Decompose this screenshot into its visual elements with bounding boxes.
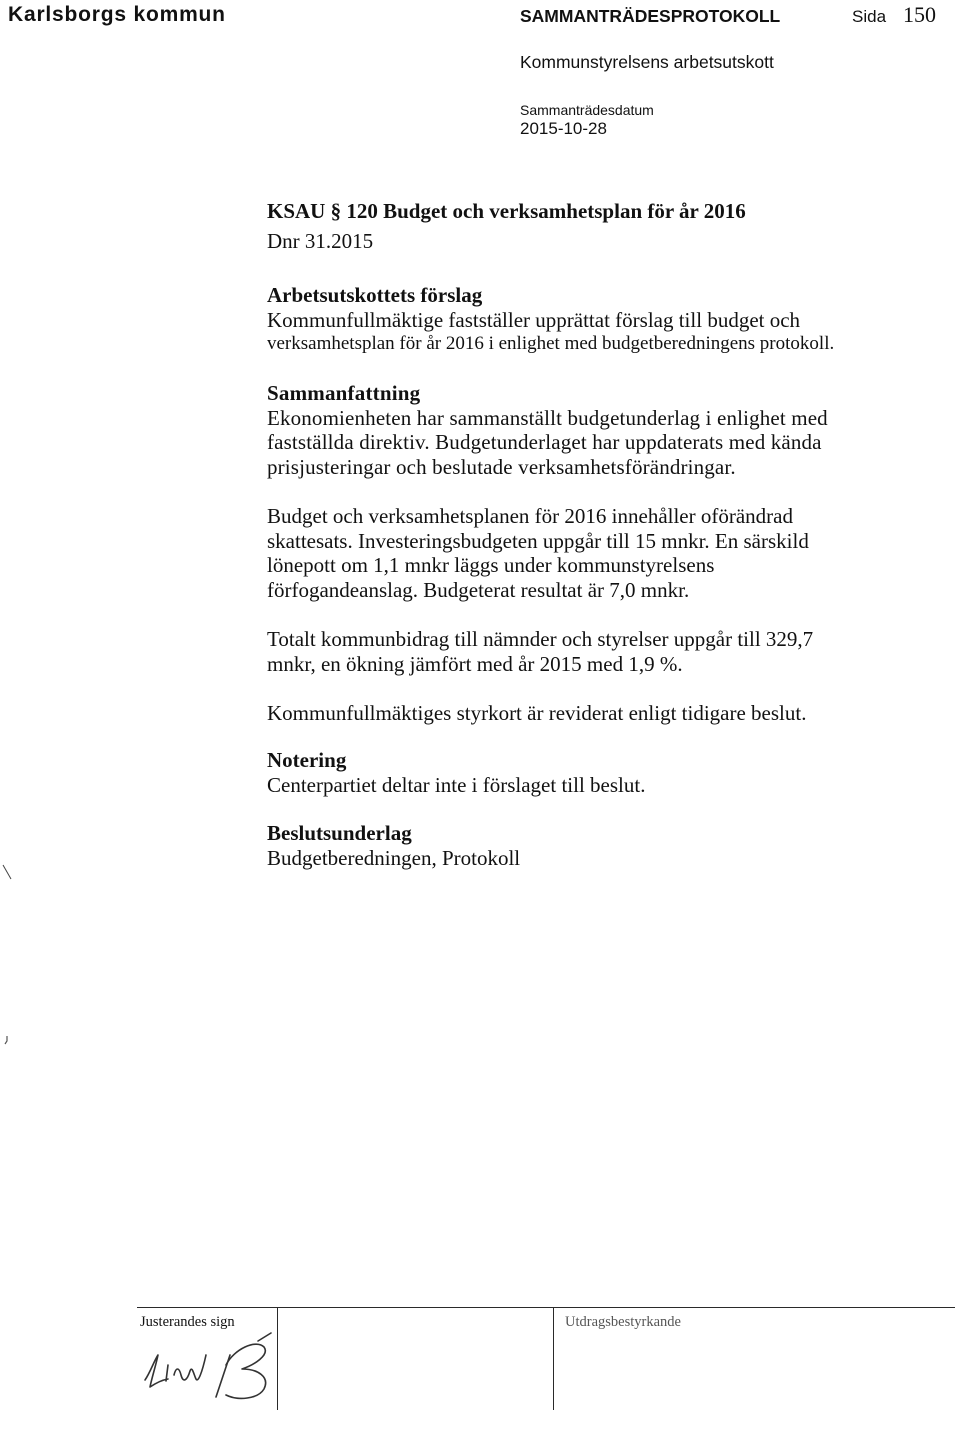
handwritten-signature	[130, 1325, 280, 1410]
summary-section	[267, 381, 828, 725]
paragraph	[267, 701, 828, 726]
text-line: lönepott om 1,1 mnkr läggs under kommunstyrelsens	[267, 553, 715, 578]
text-line: mnkr, en ökning jämfört med år 2015 med 1,9 %.	[267, 651, 683, 676]
text-line: fastställda direktiv. Budgetunderlaget har uppdaterats med kända	[267, 430, 822, 455]
section-heading: Sammanfattning	[267, 381, 421, 405]
text-line: Kommunfullmäktige fastställer upprättat förslag till budget och	[267, 307, 801, 332]
text-line: Centerpartiet deltar inte i förslaget till beslut.	[267, 772, 646, 797]
decision-basis-section	[267, 821, 520, 870]
paragraph	[267, 627, 828, 676]
diary-number: Dnr 31.2015	[267, 229, 374, 253]
scan-artifact	[0, 862, 14, 882]
paragraph	[267, 406, 828, 480]
scan-artifact	[2, 1034, 12, 1046]
text-line: Ekonomienheten har sammanställt budgetunderlag i enlighet med	[267, 405, 828, 430]
section-heading: Beslutsunderlag	[267, 821, 412, 845]
text-line: prisjusteringar och beslutade verksamhetsförändringar.	[267, 454, 736, 479]
text-line: Budgetberedningen, Protokoll	[267, 845, 521, 870]
page-label: Sida	[852, 7, 887, 26]
meeting-date-label: Sammanträdesdatum	[520, 102, 654, 118]
text-line: Budget och verksamhetsplanen för 2016 innehåller oförändrad	[267, 503, 793, 528]
text-line: skattesats. Investeringsbudgeten uppgår till 15 mnkr. En särskild	[267, 528, 809, 553]
committee-name: Kommunstyrelsens arbetsutskott	[520, 52, 774, 72]
text-line: Totalt kommunbidrag till nämnder och styrelser uppgår till 329,7	[267, 626, 814, 651]
meeting-date: 2015-10-28	[520, 119, 607, 138]
document-type: SAMMANTRÄDESPROTOKOLL	[520, 6, 781, 26]
footer-divider	[553, 1307, 554, 1410]
page-number: 150	[903, 2, 936, 27]
text-line: förfogandeanslag. Budgeterat resultat är 7,0 mnkr.	[267, 577, 690, 602]
signature-strokes	[145, 1333, 271, 1398]
item-title: KSAU § 120 Budget och verksamhetsplan för år 2016	[267, 199, 746, 223]
adjuster-signature-label: Justerandes sign	[140, 1314, 235, 1330]
section-heading: Arbetsutskottets förslag	[267, 283, 483, 307]
section-heading: Notering	[267, 748, 347, 772]
paragraph	[267, 504, 828, 602]
certification-label: Utdragsbestyrkande	[565, 1314, 681, 1330]
organization-name: Karlsborgs kommun	[8, 3, 226, 26]
footer-rule	[137, 1307, 955, 1308]
text-line: verksamhetsplan för år 2016 i enlighet med budgetberedningens protokoll.	[267, 333, 835, 355]
note-section	[267, 748, 645, 797]
proposal-section	[267, 283, 834, 357]
text-line: Kommunfullmäktiges styrkort är reviderat enligt tidigare beslut.	[267, 700, 807, 725]
